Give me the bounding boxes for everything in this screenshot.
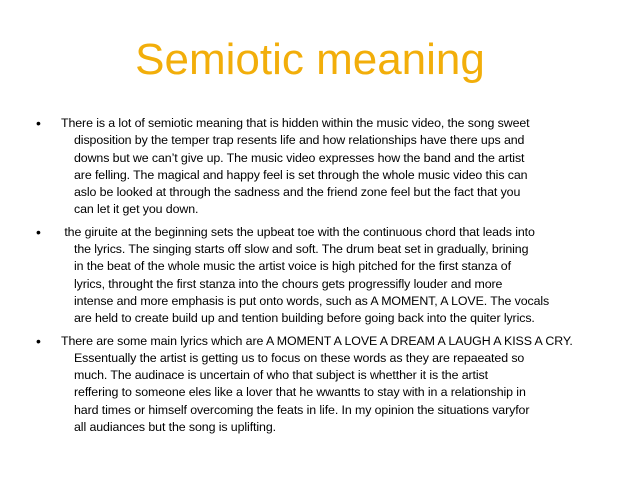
- text-line: lyrics, throught the first stanza into the chours gets progressifly louder and more: [74, 276, 503, 291]
- text-line: much. The audinace is uncertain of who that subject is whetther it is the artist: [74, 368, 488, 383]
- bullet-text-1: [61, 115, 608, 219]
- bullet-icon: •: [36, 223, 41, 240]
- text-line: There are some main lyrics which are A MOMENT A LOVE A DREAM A LAUGH A KISS A CRY.: [61, 333, 573, 348]
- text-line: aslo be looked at through the sadness and the friend zone feel but the fact that you: [74, 185, 521, 200]
- text-line: Essentually the artist is getting us to focus on these words as they are repaeated so: [74, 350, 525, 365]
- text-line: are felling. The magical and happy feel is set through the whole music video this can: [74, 167, 528, 182]
- bullet-icon: •: [36, 332, 41, 349]
- text-line: all audiances but the song is uplifting.: [74, 420, 276, 435]
- bullet-list: [36, 115, 608, 441]
- text-line: downs but we can’t give up. The music video expresses how the band and the artist: [74, 150, 525, 165]
- text-line: intense and more emphasis is put onto words, such as A MOMENT, A LOVE. The vocals: [74, 293, 550, 308]
- text-line: the lyrics. The singing starts off slow and soft. The drum beat set in gradually, brining: [74, 242, 529, 257]
- text-line: There is a lot of semiotic meaning that is hidden within the music video, the song sweet: [61, 116, 530, 130]
- text-line: in the beat of the whole music the artist voice is high pitched for the first stanza of: [74, 259, 511, 274]
- text-line: can let it get you down.: [74, 202, 199, 217]
- bullet-item-3: [36, 333, 608, 437]
- bullet-icon: •: [36, 115, 41, 131]
- bullet-item-2: [36, 224, 608, 328]
- text-line: disposition by the temper trap resents life and how relationships have there ups and: [74, 133, 525, 148]
- text-line: are held to create build up and tention building before going back into the quiter lyrics.: [74, 311, 535, 326]
- text-line: the giruite at the beginning sets the upbeat toe with the continuous chord that leads into: [61, 224, 535, 239]
- bullet-text-3: [61, 333, 608, 437]
- text-line: hard times or himself overcoming the feats in life. In my opinion the situations varyfor: [74, 402, 530, 417]
- slide-title: Semiotic meaning: [135, 35, 485, 84]
- text-line: reffering to someone eles like a lover that he wwantts to stay with in a relationship in: [74, 385, 526, 400]
- bullet-text-2: [61, 224, 608, 328]
- bullet-item-1: [36, 115, 608, 219]
